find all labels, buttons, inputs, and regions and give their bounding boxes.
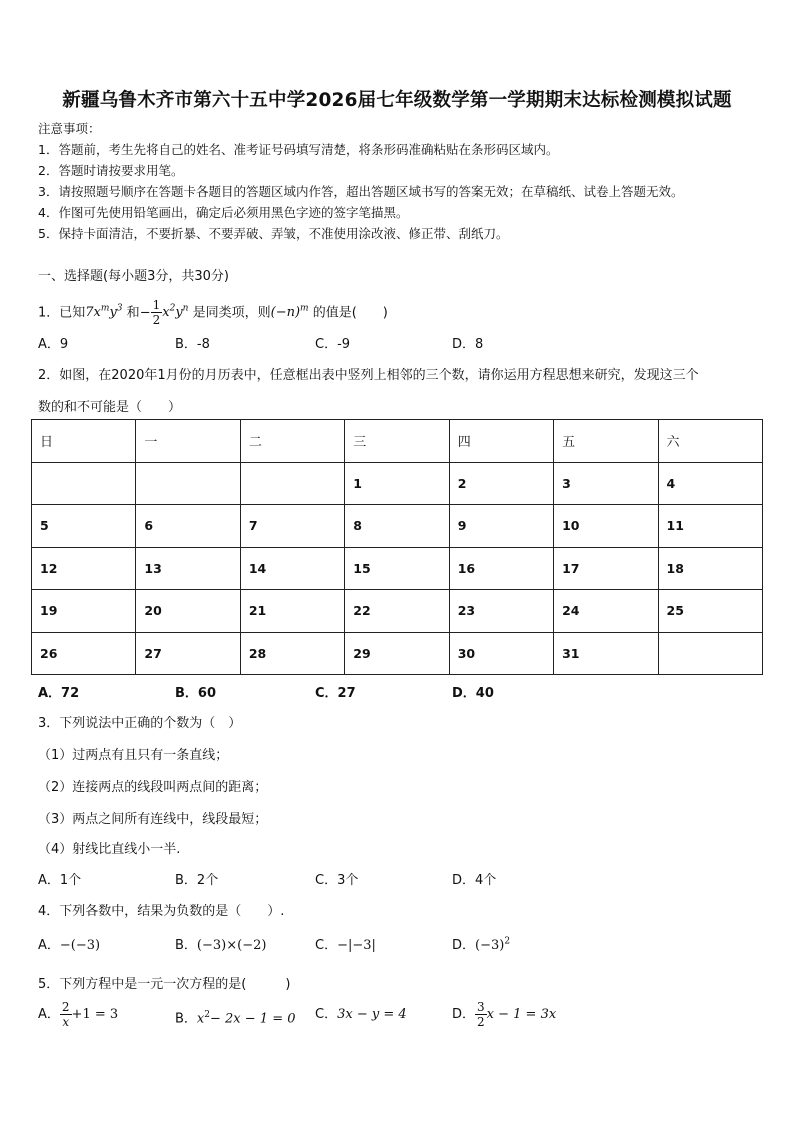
q5-option-d: D． $\frac{3}{2}$ x − 1 = 3x	[452, 1000, 557, 1029]
notice-item: 1．答题前，考生先将自己的姓名、准考证号码填写清楚，将条形码准确粘贴在条形码区域内。	[38, 142, 559, 157]
q2-option-d: D．40	[452, 686, 494, 701]
calendar-row	[32, 462, 763, 505]
calendar-header-cell: 二	[240, 420, 344, 463]
calendar-cell: 6	[136, 505, 240, 548]
q3-statement: （2）连接两点的线段叫两点间的距离；	[38, 780, 268, 795]
calendar-cell: 26	[32, 632, 136, 675]
calendar-cell: 15	[345, 547, 449, 590]
calendar-cell: 29	[345, 632, 449, 675]
calendar-cell: 27	[136, 632, 240, 675]
q2-option-a: A．72	[38, 686, 80, 701]
calendar-cell: 22	[345, 590, 449, 633]
calendar-cell: 25	[658, 590, 762, 633]
calendar-cell: 23	[449, 590, 553, 633]
calendar-cell: 3	[554, 462, 658, 505]
calendar-header-cell: 日	[32, 420, 136, 463]
notice-item: 4．作图可先使用铅笔画出，确定后必须用黑色字迹的签字笔描黑。	[38, 205, 409, 220]
calendar-cell: 12	[32, 547, 136, 590]
q1-expr: $(-n)^m$	[270, 304, 309, 321]
calendar-cell: 28	[240, 632, 344, 675]
calendar-cell: 19	[32, 590, 136, 633]
calendar-cell: 5	[32, 505, 136, 548]
calendar-header-row	[32, 420, 763, 463]
calendar-cell: 30	[449, 632, 553, 675]
section-heading: 一、选择题(每小题3分，共30分)	[38, 269, 229, 284]
question-1	[38, 294, 388, 328]
q1-term2: $x^2y^n$	[162, 304, 189, 321]
q3-option-b: B．2个	[175, 873, 219, 888]
q5-option-a: A． $\frac{2}{x}$ +1 = 3	[38, 1000, 119, 1029]
calendar-cell: 1	[345, 462, 449, 505]
calendar-cell: 16	[449, 547, 553, 590]
q2-option-c: C．27	[315, 686, 356, 701]
question-4: 4．下列各数中，结果为负数的是（ ）.	[38, 904, 285, 919]
calendar-cell: 10	[554, 505, 658, 548]
calendar-header-cell: 三	[345, 420, 449, 463]
calendar-cell	[32, 462, 136, 505]
notice-item: 3．请按照题号顺序在答题卡各题目的答题区域内作答，超出答题区域书写的答案无效；在草稿纸、试卷上答题无效。	[38, 184, 684, 199]
calendar-header-cell: 一	[136, 420, 240, 463]
q5-option-c: C．3x − y = 4	[315, 1007, 407, 1022]
q1-option-b: B．-8	[175, 337, 210, 352]
calendar-cell: 21	[240, 590, 344, 633]
calendar-row	[32, 590, 763, 633]
calendar-cell: 24	[554, 590, 658, 633]
calendar-header-cell: 五	[554, 420, 658, 463]
calendar-cell: 14	[240, 547, 344, 590]
q4-option-c: C．−|−3|	[315, 938, 376, 953]
calendar-row	[32, 632, 763, 675]
calendar-cell: 13	[136, 547, 240, 590]
calendar-cell: 11	[658, 505, 762, 548]
calendar-cell: 8	[345, 505, 449, 548]
q3-option-c: C．3个	[315, 873, 359, 888]
q4-option-d: D．$(-3)^2$	[452, 936, 511, 953]
question-3: 3．下列说法中正确的个数为（ ）	[38, 716, 242, 731]
q5-option-b: B．$x^2- 2x - 1 = 0$	[175, 1010, 296, 1027]
notice-heading: 注意事项：	[38, 121, 101, 136]
calendar-header-cell: 六	[658, 420, 762, 463]
calendar-cell: 2	[449, 462, 553, 505]
q1-fraction: $\frac{1}{2}$	[152, 298, 161, 328]
q4-option-b: B．(−3)×(−2)	[175, 938, 267, 953]
calendar-cell: 18	[658, 547, 762, 590]
calendar-table	[31, 419, 763, 675]
calendar-cell: 7	[240, 505, 344, 548]
calendar-cell: 9	[449, 505, 553, 548]
q4-option-a: A．−(−3)	[38, 938, 101, 953]
q3-option-d: D．4个	[452, 873, 497, 888]
q1-and: 和	[126, 305, 140, 321]
notice-item: 2．答题时请按要求用笔。	[38, 163, 184, 178]
q1-term1: $7x^my^3$	[85, 304, 123, 321]
q1-option-a: A．9	[38, 337, 69, 352]
calendar-cell: 31	[554, 632, 658, 675]
q1-option-d: D．8	[452, 337, 484, 352]
calendar-cell: 20	[136, 590, 240, 633]
calendar-cell: 17	[554, 547, 658, 590]
q3-statement: （4）射线比直线小一半.	[38, 842, 181, 857]
calendar-cell	[658, 632, 762, 675]
q1-minus: −	[139, 305, 151, 321]
q1-mid: 是同类项，则	[192, 305, 271, 321]
question-2-line2: 数的和不可能是（ ）	[38, 400, 182, 415]
q1-suffix: 的值是( )	[312, 305, 388, 321]
calendar-row	[32, 547, 763, 590]
q3-statement: （3）两点之间所有连线中，线段最短；	[38, 812, 268, 827]
calendar-cell	[136, 462, 240, 505]
calendar-cell: 4	[658, 462, 762, 505]
question-2-line1: 2．如图，在2020年1月份的月历表中，任意框出表中竖列上相邻的三个数，请你运用方程思想来研究，发现这三个	[38, 368, 699, 383]
q3-option-a: A．1个	[38, 873, 82, 888]
q3-statement: （1）过两点有且只有一条直线；	[38, 748, 229, 763]
question-5: 5．下列方程中是一元一次方程的是( )	[38, 977, 291, 992]
calendar-cell	[240, 462, 344, 505]
q1-option-c: C．-9	[315, 337, 351, 352]
q2-option-b: B．60	[175, 686, 216, 701]
exam-title: 新疆乌鲁木齐市第六十五中学2026届七年级数学第一学期期末达标检测模拟试题	[62, 90, 732, 111]
notice-item: 5．保持卡面清洁，不要折暴、不要弄破、弄皱，不准使用涂改液、修正带、刮纸刀。	[38, 226, 509, 241]
calendar-header-cell: 四	[449, 420, 553, 463]
q1-prefix: 1．已知	[38, 305, 86, 321]
calendar-row	[32, 505, 763, 548]
